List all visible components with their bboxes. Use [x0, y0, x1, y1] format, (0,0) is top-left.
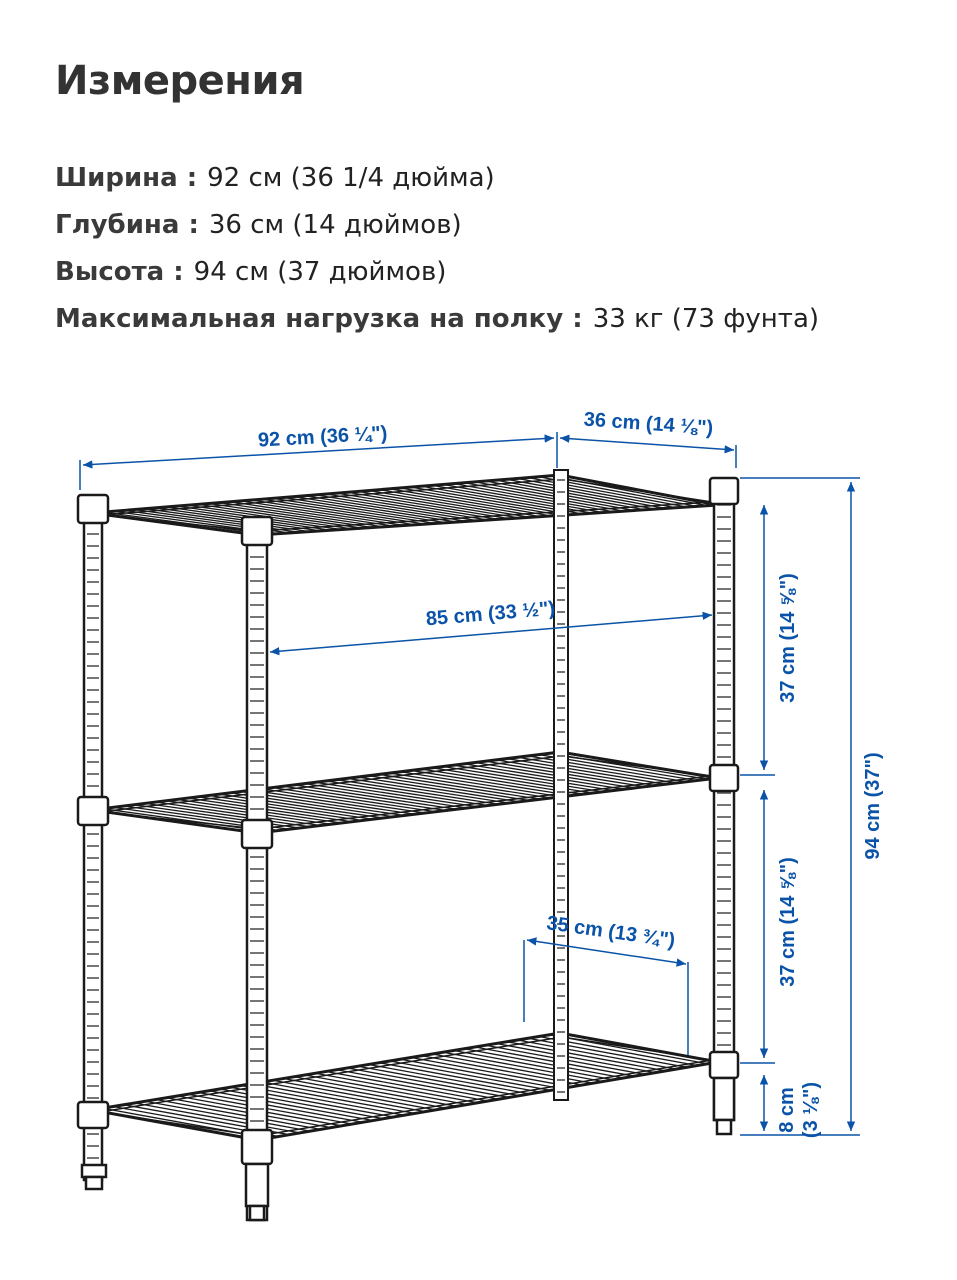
leg-label-in: (3 ⅛")	[800, 1081, 822, 1139]
post-front-left	[78, 495, 108, 1189]
leg-label-cm: 8 cm	[776, 1087, 798, 1133]
post-front-right	[242, 517, 272, 1220]
spec-label: Высота :	[55, 257, 184, 287]
wire	[347, 1068, 509, 1097]
width-label: 92 cm (36 ¼")	[257, 422, 388, 452]
shelf-top	[92, 475, 718, 535]
wire	[315, 1073, 477, 1103]
wire	[337, 1070, 499, 1099]
gap-bottom-label: 37 cm (14 ⅝")	[777, 857, 799, 987]
page-title: Измерения	[55, 58, 305, 104]
spec-width	[55, 155, 819, 202]
wire	[464, 1049, 624, 1078]
wire	[369, 1065, 530, 1094]
shelf-dimension-drawing	[0, 390, 957, 1280]
wire	[454, 1051, 614, 1080]
spec-label: Максимальная нагрузка на полку :	[55, 304, 583, 334]
post-back-right	[554, 470, 568, 1100]
wire	[549, 1035, 707, 1064]
post-back-far-right	[710, 478, 738, 1134]
wire	[379, 1063, 540, 1092]
spec-max-load	[55, 296, 819, 343]
wire	[273, 1080, 436, 1110]
shelf-bottom-wires	[92, 1033, 718, 1140]
spec-height	[55, 249, 819, 296]
wire	[358, 1066, 519, 1095]
wire	[443, 1052, 603, 1081]
wire	[305, 1075, 467, 1105]
wire	[390, 1061, 551, 1090]
height-label: 94 cm (37")	[862, 752, 884, 860]
wire	[283, 1079, 446, 1109]
wire	[507, 1042, 666, 1071]
wire	[411, 1058, 572, 1087]
inner-depth-label: 35 cm (13 ¾")	[545, 912, 677, 952]
wire	[400, 1059, 561, 1088]
wire	[326, 1072, 488, 1102]
spec-value: 36 см (14 дюймов)	[208, 210, 462, 240]
spec-value: 94 см (37 дюймов)	[193, 257, 447, 287]
shelf-middle	[92, 752, 718, 833]
spec-label: Ширина :	[55, 163, 198, 193]
spec-value: 33 кг (73 фунта)	[592, 304, 820, 334]
wire	[294, 1077, 457, 1107]
wire	[517, 1040, 676, 1069]
gap-top-label: 37 cm (14 ⅝")	[777, 573, 799, 703]
depth-dimension-line	[560, 438, 734, 450]
wire	[560, 1033, 718, 1062]
depth-label: 36 cm (14 ⅛")	[583, 408, 714, 440]
specs-list	[55, 155, 819, 343]
shelf-bottom	[92, 1033, 718, 1140]
spec-depth	[55, 202, 819, 249]
spec-label: Глубина :	[55, 210, 199, 240]
spec-value: 92 см (36 1/4 дюйма)	[207, 163, 495, 193]
inner-width-label: 85 cm (33 ½")	[425, 597, 556, 631]
